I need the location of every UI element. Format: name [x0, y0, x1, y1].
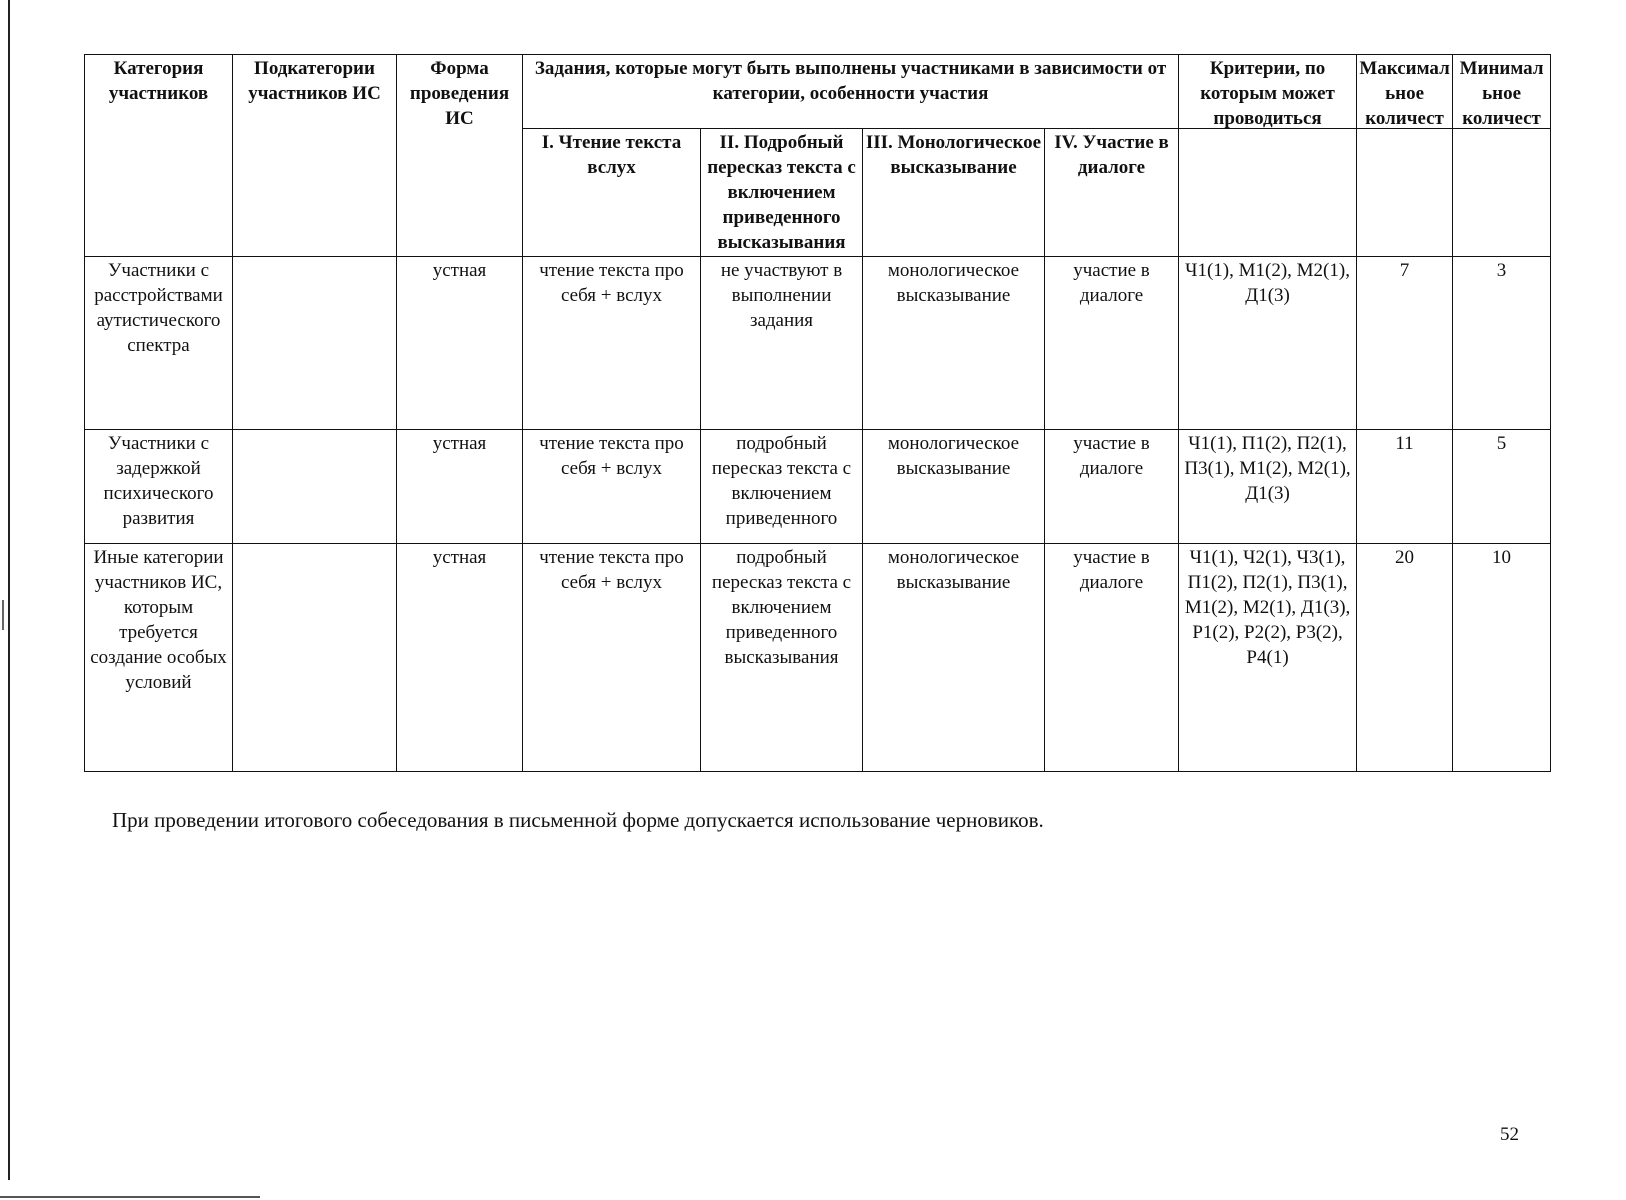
table-row — [85, 543, 1551, 771]
cell-form: устная — [397, 543, 523, 771]
header-task2-text: II. Подробный пересказ текста с включением приведенного высказывания — [707, 132, 856, 254]
cell-task2: подробный пересказ текста с включением приведенного высказывания — [701, 543, 863, 771]
cell-task3: монологическое высказывание — [863, 257, 1045, 429]
cell-task4: участие в диалоге — [1045, 429, 1179, 543]
scan-edge-left — [8, 0, 10, 1180]
header-task4: IV. Участие в диалоге — [1045, 129, 1179, 257]
header-task2 — [701, 129, 863, 257]
cell-min: 10 — [1453, 543, 1551, 771]
scan-edge-bottom — [0, 1196, 260, 1198]
header-task1: I. Чтение текста вслух — [523, 129, 701, 257]
header-max — [1357, 55, 1453, 129]
cell-form: устная — [397, 257, 523, 429]
header-min-text: Минимальное количест — [1459, 58, 1544, 128]
header-criteria-blank — [1179, 129, 1357, 257]
header-task3: III. Монологическое высказывание — [863, 129, 1045, 257]
header-min-blank — [1453, 129, 1551, 257]
cell-task4: участие в диалоге — [1045, 257, 1179, 429]
cell-category: Иные категории участников ИС, которым требуется создание особых условий — [85, 543, 233, 771]
cell-task3: монологическое высказывание — [863, 429, 1045, 543]
header-form: Форма проведения ИС — [397, 55, 523, 257]
cell-task2 — [701, 429, 863, 543]
cell-criteria: Ч1(1), М1(2), М2(1), Д1(3) — [1179, 257, 1357, 429]
cell-task2-text: подробный пересказ текста с включением приведенного — [711, 432, 852, 529]
scan-mark-left — [2, 600, 4, 630]
cell-task1: чтение текста про себя + вслух — [523, 543, 701, 771]
cell-criteria: Ч1(1), Ч2(1), Ч3(1), П1(2), П2(1), П3(1), М1(2), М2(1), Д1(3), Р1(2), Р2(2), Р3(2), Р4(1) — [1179, 543, 1357, 771]
cell-max: 20 — [1357, 543, 1453, 771]
cell-category: Участники с расстройствами аутистического спектра — [85, 257, 233, 429]
table-row — [85, 257, 1551, 429]
cell-category: Участники с задержкой психического развития — [85, 429, 233, 543]
cell-min: 5 — [1453, 429, 1551, 543]
header-tasks-group: Задания, которые могут быть выполнены участниками в зависимости от категории, особенности участия — [523, 55, 1179, 129]
header-criteria-text: Критерии, по которым может проводиться — [1200, 58, 1335, 128]
header-row — [85, 55, 1551, 129]
footnote: При проведении итогового собеседования в письменной форме допускается использование черновиков. — [112, 808, 1044, 832]
cell-max: 7 — [1357, 257, 1453, 429]
cell-form: устная — [397, 429, 523, 543]
header-min — [1453, 55, 1551, 129]
header-subcategory: Подкатегории участников ИС — [233, 55, 397, 257]
header-max-blank — [1357, 129, 1453, 257]
participants-tasks-table — [84, 54, 1551, 772]
table-row — [85, 429, 1551, 543]
cell-task2: не участвуют в выполнении задания — [701, 257, 863, 429]
cell-max: 11 — [1357, 429, 1453, 543]
cell-subcategory — [233, 257, 397, 429]
cell-task4: участие в диалоге — [1045, 543, 1179, 771]
page-number: 52 — [1500, 1124, 1519, 1145]
cell-task3: монологическое высказывание — [863, 543, 1045, 771]
header-max-text: Максимальное количест — [1359, 58, 1450, 128]
cell-task1: чтение текста про себя + вслух — [523, 429, 701, 543]
cell-task1: чтение текста про себя + вслух — [523, 257, 701, 429]
cell-subcategory — [233, 543, 397, 771]
cell-criteria: Ч1(1), П1(2), П2(1), П3(1), М1(2), М2(1), Д1(3) — [1179, 429, 1357, 543]
cell-min: 3 — [1453, 257, 1551, 429]
header-category: Категория участников — [85, 55, 233, 257]
header-criteria — [1179, 55, 1357, 129]
cell-subcategory — [233, 429, 397, 543]
